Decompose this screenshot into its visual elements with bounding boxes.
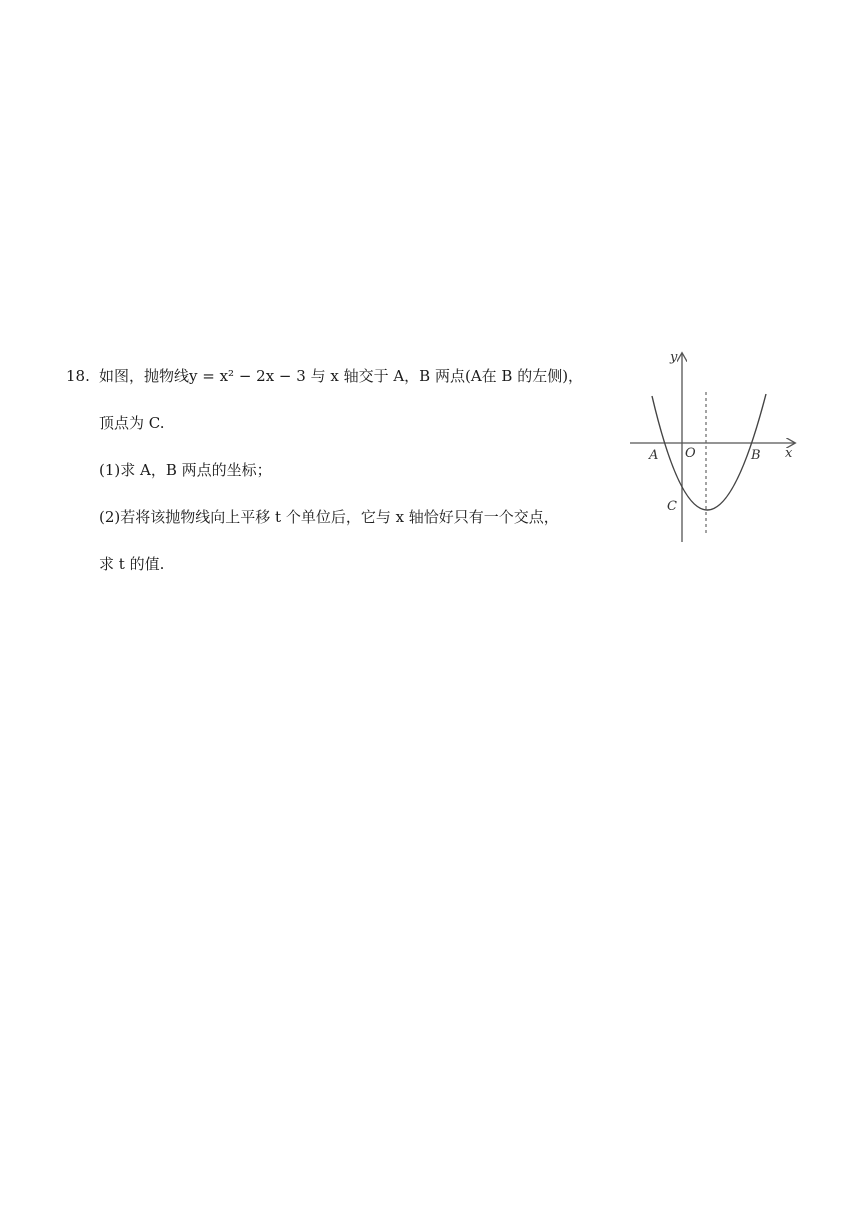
problem-18: [66, 360, 626, 580]
parabola-diagram: [626, 344, 798, 544]
problem-line-1: [66, 360, 626, 392]
question-part-2: (2)若将该抛物线向上平移 t 个单位后，它与 x 轴恰好只有一个交点，: [99, 508, 559, 526]
problem-line-2: [66, 407, 626, 439]
y-axis-label: y: [670, 350, 678, 365]
problem-line-4: [66, 501, 626, 533]
point-a-label: A: [649, 448, 659, 463]
parabola-curve: [652, 394, 766, 510]
origin-label: O: [685, 446, 696, 461]
problem-number: 18.: [66, 367, 90, 385]
question-part-1: (1)求 A，B 两点的坐标；: [99, 461, 272, 479]
problem-line-5: [66, 548, 626, 580]
problem-text-line-1: 如图，抛物线y = x² − 2x − 3 与 x 轴交于 A，B 两点(A在 B 的左侧)，: [99, 367, 584, 385]
parabola-figure: [626, 344, 798, 544]
problem-text-line-2: 顶点为 C.: [99, 414, 165, 432]
x-axis-label: x: [785, 446, 793, 461]
problem-line-3: [66, 454, 626, 486]
question-part-2-cont: 求 t 的值.: [99, 555, 165, 573]
point-c-label: C: [667, 499, 677, 514]
point-b-label: B: [751, 448, 761, 463]
